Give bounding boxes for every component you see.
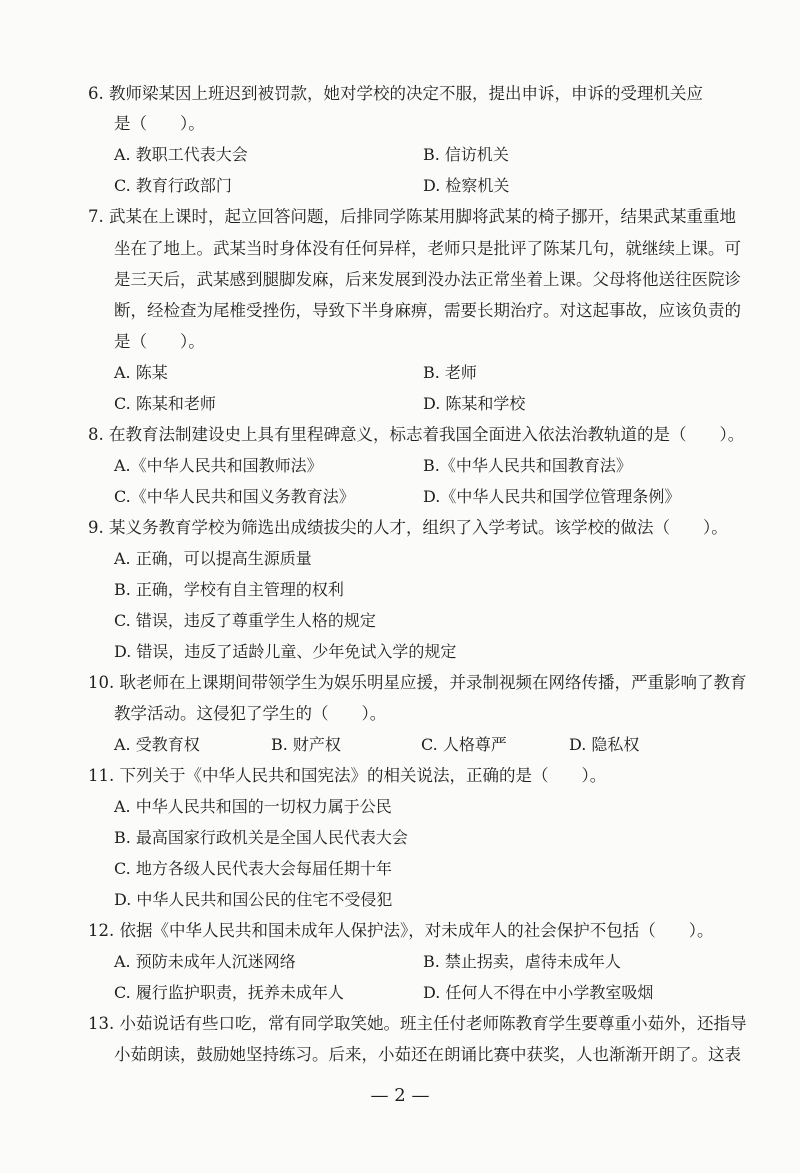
question-7-line-2: 坐在了地上。武某当时身体没有任何异样，老师只是批评了陈某几句，就继续上课。可 <box>114 239 741 258</box>
question-8-option-d: D.《中华人民共和国学位管理条例》 <box>423 487 681 506</box>
question-8-option-b: B.《中华人民共和国教育法》 <box>423 456 632 475</box>
question-11-option-d: D. 中华人民共和国公民的住宅不受侵犯 <box>114 890 393 909</box>
question-12-option-c: C. 履行监护职责，抚养未成年人 <box>114 983 344 1002</box>
question-6-option-a: A. 教职工代表大会 <box>114 145 248 164</box>
question-11-option-a: A. 中华人民共和国的一切权力属于公民 <box>114 797 392 816</box>
question-7-line-3: 是三天后，武某感到腿脚发麻，后来发展到没办法正常坐着上课。父母将他送往医院诊 <box>114 270 741 289</box>
question-8-line-1: 8. 在教育法制建设史上具有里程碑意义，标志着我国全面进入依法治教轨道的是（ ）。 <box>88 425 745 444</box>
question-10-line-2: 教学活动。这侵犯了学生的（ ）。 <box>114 704 387 723</box>
question-11-line-1: 11. 下列关于《中华人民共和国宪法》的相关说法，正确的是（ ）。 <box>88 766 607 785</box>
question-10-line-1: 10. 耿老师在上课期间带领学生为娱乐明星应援，并录制视频在网络传播，严重影响了教育 <box>88 673 747 692</box>
question-6-line-2: 是（ ）。 <box>114 114 205 133</box>
question-10-option-b: B. 财产权 <box>271 735 341 754</box>
question-12-option-a: A. 预防未成年人沉迷网络 <box>114 952 296 971</box>
question-6-option-b: B. 信访机关 <box>423 145 509 164</box>
question-6-option-d: D. 检察机关 <box>423 176 510 195</box>
question-11-option-b: B. 最高国家行政机关是全国人民代表大会 <box>114 828 408 847</box>
question-9-option-a: A. 正确，可以提高生源质量 <box>114 549 312 568</box>
question-6-option-c: C. 教育行政部门 <box>114 176 232 195</box>
question-9-option-b: B. 正确，学校有自主管理的权利 <box>114 580 344 599</box>
question-10-option-a: A. 受教育权 <box>114 735 200 754</box>
question-9-option-c: C. 错误，违反了尊重学生人格的规定 <box>114 611 376 630</box>
question-10-option-d: D. 隐私权 <box>569 735 640 754</box>
question-7-line-4: 断，经检查为尾椎受挫伤，导致下半身麻痹，需要长期治疗。对这起事故，应该负责的 <box>114 301 741 320</box>
question-11-option-c: C. 地方各级人民代表大会每届任期十年 <box>114 859 392 878</box>
question-9-option-d: D. 错误，违反了适龄儿童、少年免试入学的规定 <box>114 642 457 661</box>
question-12-option-d: D. 任何人不得在中小学教室吸烟 <box>423 983 654 1002</box>
question-10-option-c: C. 人格尊严 <box>421 735 507 754</box>
question-8-option-a: A.《中华人民共和国教师法》 <box>114 456 323 475</box>
question-13-line-1: 13. 小茹说话有些口吃，常有同学取笑她。班主任付老师陈教育学生要尊重小茹外，还指导 <box>88 1014 747 1033</box>
question-13-line-2: 小茹朗读，鼓励她坚持练习。后来，小茹还在朗诵比赛中获奖，人也渐渐开朗了。这表 <box>114 1045 741 1064</box>
question-12-option-b: B. 禁止拐卖，虐待未成年人 <box>423 952 621 971</box>
question-9-line-1: 9. 某义务教育学校为筛选出成绩拔尖的人才，组织了入学考试。该学校的做法（ ）。 <box>88 518 728 537</box>
question-7-option-b: B. 老师 <box>423 363 477 382</box>
question-7-option-c: C. 陈某和老师 <box>114 394 216 413</box>
question-8-option-c: C.《中华人民共和国义务教育法》 <box>114 487 355 506</box>
question-7-option-a: A. 陈某 <box>114 363 168 382</box>
question-7-option-d: D. 陈某和学校 <box>423 394 526 413</box>
question-12-line-1: 12. 依据《中华人民共和国未成年人保护法》，对未成年人的社会保护不包括（ ）。 <box>88 921 714 940</box>
question-6-line-1: 6. 教师梁某因上班迟到被罚款，她对学校的决定不服，提出申诉，申诉的受理机关应 <box>88 84 703 103</box>
question-7-line-1: 7. 武某在上课时，起立回答问题，后排同学陈某用脚将武某的椅子挪开，结果武某重重地 <box>88 207 736 226</box>
page-number: — 2 — <box>370 1085 430 1106</box>
question-7-line-5: 是（ ）。 <box>114 332 205 351</box>
